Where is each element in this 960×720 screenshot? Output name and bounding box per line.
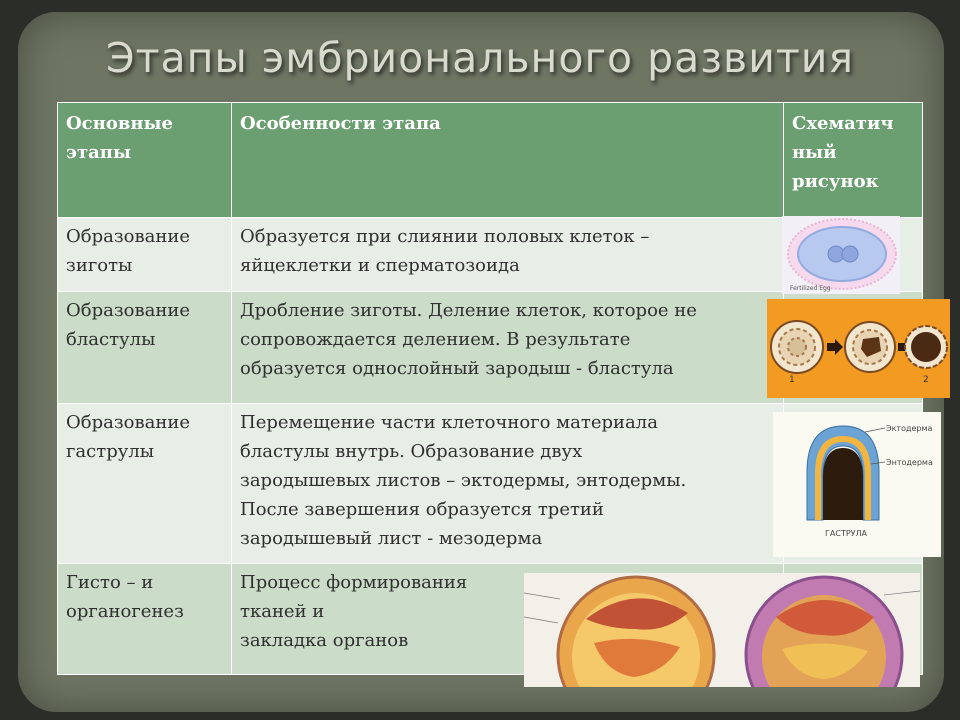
features-line: образуется однослойный зародыш - бластула bbox=[240, 358, 674, 379]
header-schematic bbox=[784, 103, 923, 218]
stage-line: Образование bbox=[66, 412, 191, 433]
stage-line: зиготы bbox=[66, 255, 133, 276]
stage-line: Образование bbox=[66, 226, 191, 247]
zygote-caption: Fertilized Egg bbox=[790, 285, 831, 292]
header-main-stages bbox=[58, 103, 232, 218]
gastrula-endoderm-label: Энтодерма bbox=[886, 458, 933, 467]
blastula-label-2: 2 bbox=[923, 375, 929, 385]
header-line: Схематич bbox=[792, 113, 894, 134]
slide-title: Этапы эмбрионального развития bbox=[105, 34, 855, 82]
features-line: яйцеклетки и сперматозоида bbox=[240, 255, 520, 276]
stage-cell bbox=[58, 564, 232, 675]
features-cell bbox=[232, 218, 784, 292]
blastula-label-1: 1 bbox=[789, 375, 795, 385]
stage-cell bbox=[58, 218, 232, 292]
stage-line: Гисто – и bbox=[66, 572, 154, 593]
features-line: Процесс формирования bbox=[240, 572, 468, 593]
blastula-image bbox=[767, 299, 950, 398]
stage-line: Образование bbox=[66, 300, 191, 321]
stage-cell bbox=[58, 404, 232, 564]
features-line: тканей и bbox=[240, 601, 325, 622]
features-line: Перемещение части клеточного материала bbox=[240, 412, 658, 433]
header-line: Основные bbox=[66, 113, 173, 134]
stage-line: гаструлы bbox=[66, 441, 155, 462]
features-line: зародышевых листов – эктодермы, энтодермы. bbox=[240, 470, 687, 491]
gastrula-image bbox=[773, 412, 941, 557]
features-cell bbox=[232, 292, 784, 404]
gastrula-caption: ГАСТРУЛА bbox=[825, 529, 868, 538]
header-line: этапы bbox=[66, 142, 131, 163]
stage-line: бластулы bbox=[66, 329, 156, 350]
features-line: сопровождается делением. В результате bbox=[240, 329, 631, 350]
header-line: ный bbox=[792, 142, 837, 163]
header-stage-features: Особенности этапа bbox=[232, 103, 784, 218]
features-line: Дробление зиготы. Деление клеток, которое не bbox=[240, 300, 697, 321]
zygote-image bbox=[782, 216, 900, 294]
header-line: рисунок bbox=[792, 171, 879, 192]
features-line: закладка органов bbox=[240, 630, 409, 651]
table-header-row bbox=[58, 103, 923, 218]
features-line: Образуется при слиянии половых клеток – bbox=[240, 226, 650, 247]
stage-cell bbox=[58, 292, 232, 404]
gastrula-ectoderm-label: Эктодерма bbox=[886, 424, 933, 433]
stage-line: органогенез bbox=[66, 601, 184, 622]
features-cell bbox=[232, 404, 784, 564]
features-line: бластулы внутрь. Образование двух bbox=[240, 441, 583, 462]
features-line: зародышевый лист - мезодерма bbox=[240, 528, 543, 549]
features-line: После завершения образуется третий bbox=[240, 499, 604, 520]
organogenesis-image bbox=[524, 573, 920, 687]
